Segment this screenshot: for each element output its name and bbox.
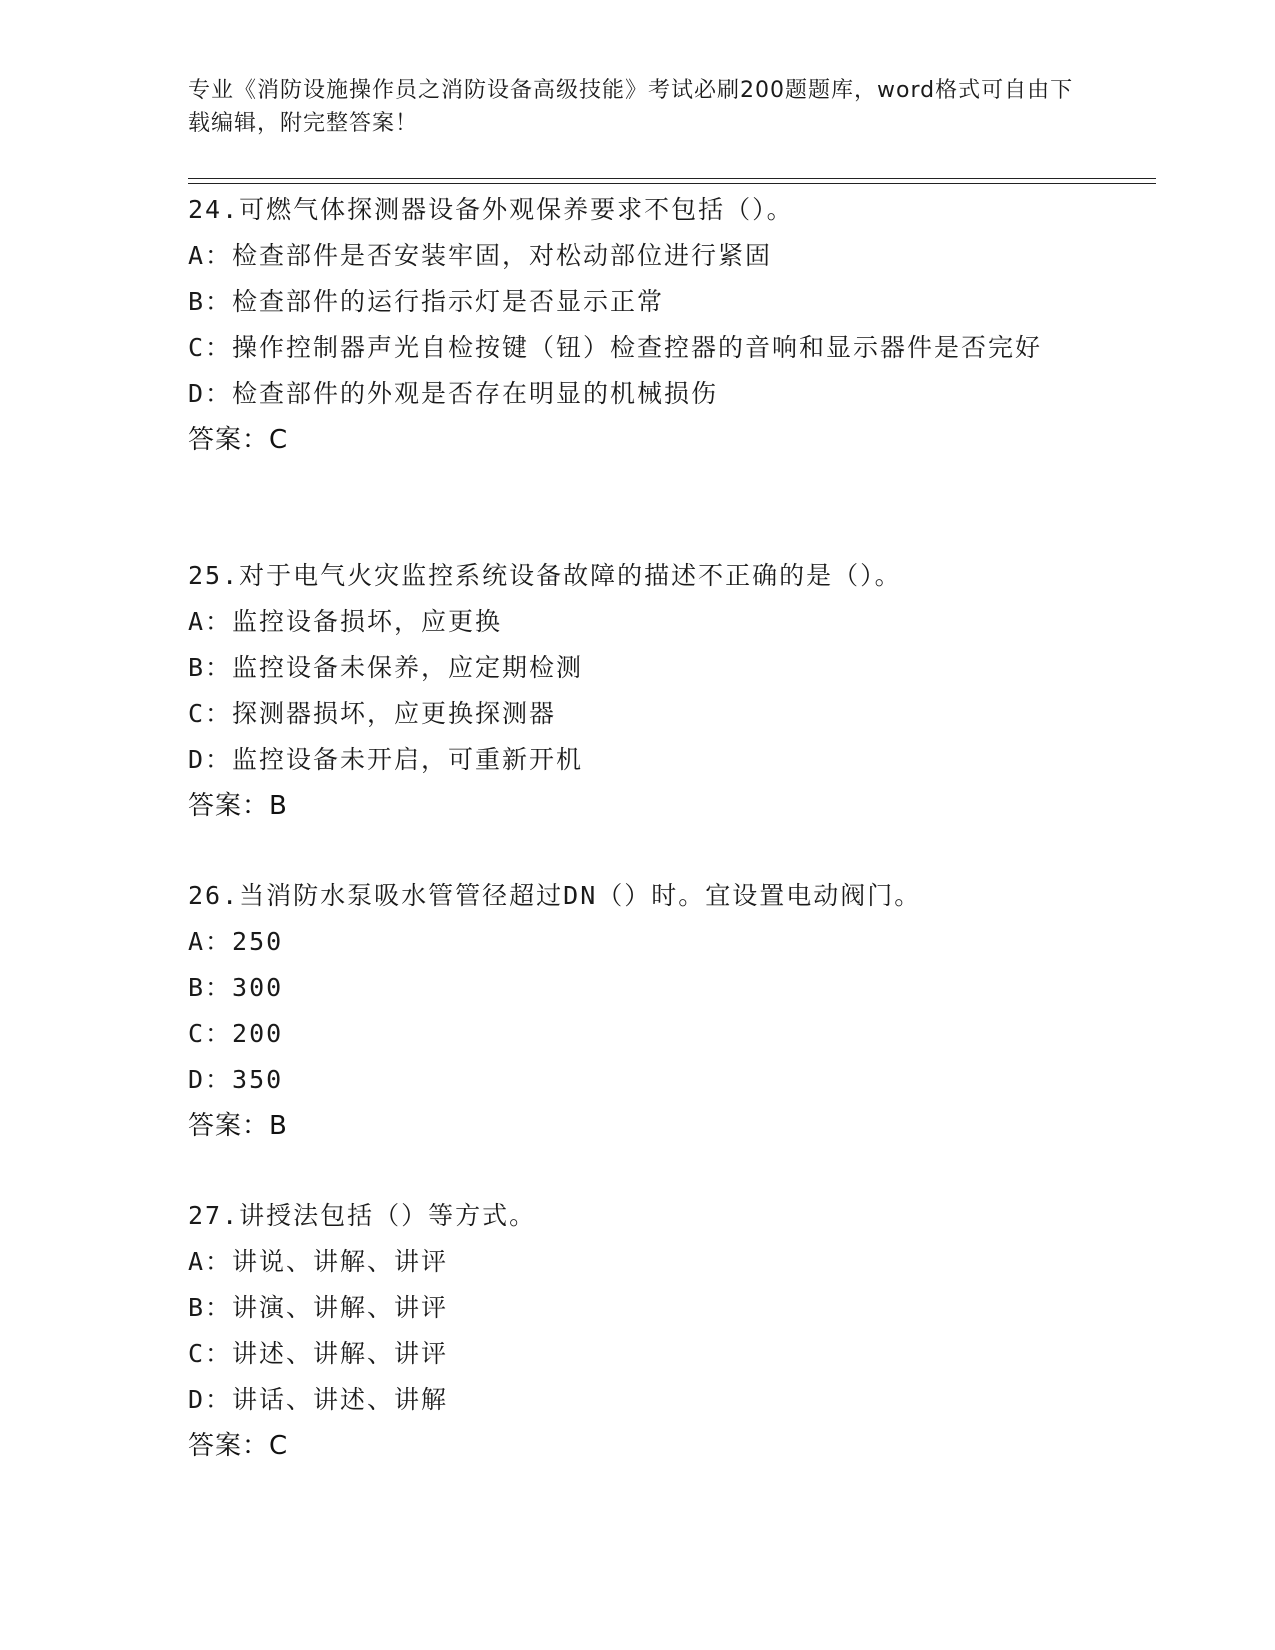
option-c: C：200	[188, 1019, 284, 1048]
answer: 答案：C	[188, 1431, 289, 1461]
question-stem: 24.可燃气体探测器设备外观保养要求不包括（）。	[188, 195, 794, 224]
question-24	[188, 187, 1088, 463]
option-b: B：讲演、讲解、讲评	[188, 1293, 449, 1322]
option-a: A：讲说、讲解、讲评	[188, 1247, 449, 1276]
option-c: C：操作控制器声光自检按键（钮）检查控器的音响和显示器件是否完好	[188, 333, 1043, 362]
option-d: D：讲话、讲述、讲解	[188, 1385, 449, 1414]
header-divider-bottom	[188, 183, 1156, 184]
question-stem: 27.讲授法包括（）等方式。	[188, 1201, 537, 1230]
question-25	[188, 553, 1088, 829]
question-stem: 26.当消防水泵吸水管管径超过DN（）时。宜设置电动阀门。	[188, 881, 922, 910]
option-a: A：检查部件是否安装牢固，对松动部位进行紧固	[188, 241, 773, 270]
answer: 答案：B	[188, 1111, 288, 1141]
option-a: A：监控设备损坏，应更换	[188, 607, 503, 636]
answer: 答案：B	[188, 791, 288, 821]
option-d: D：监控设备未开启，可重新开机	[188, 745, 584, 774]
option-c: C：探测器损坏，应更换探测器	[188, 699, 557, 728]
option-b: B：300	[188, 973, 284, 1002]
option-b: B：监控设备未保养，应定期检测	[188, 653, 584, 682]
document-header: 专业《消防设施操作员之消防设备高级技能》考试必刷200题题库，word格式可自由下载编辑，附完整答案！	[188, 78, 1074, 136]
option-d: D：350	[188, 1065, 284, 1094]
option-d: D：检查部件的外观是否存在明显的机械损伤	[188, 379, 719, 408]
answer: 答案：C	[188, 425, 289, 455]
option-b: B：检查部件的运行指示灯是否显示正常	[188, 287, 665, 316]
question-27	[188, 1193, 1088, 1469]
question-26	[188, 873, 1088, 1149]
option-a: A：250	[188, 927, 284, 956]
header-divider-top	[188, 178, 1156, 179]
option-c: C：讲述、讲解、讲评	[188, 1339, 449, 1368]
question-stem: 25.对于电气火灾监控系统设备故障的描述不正确的是（）。	[188, 561, 902, 590]
